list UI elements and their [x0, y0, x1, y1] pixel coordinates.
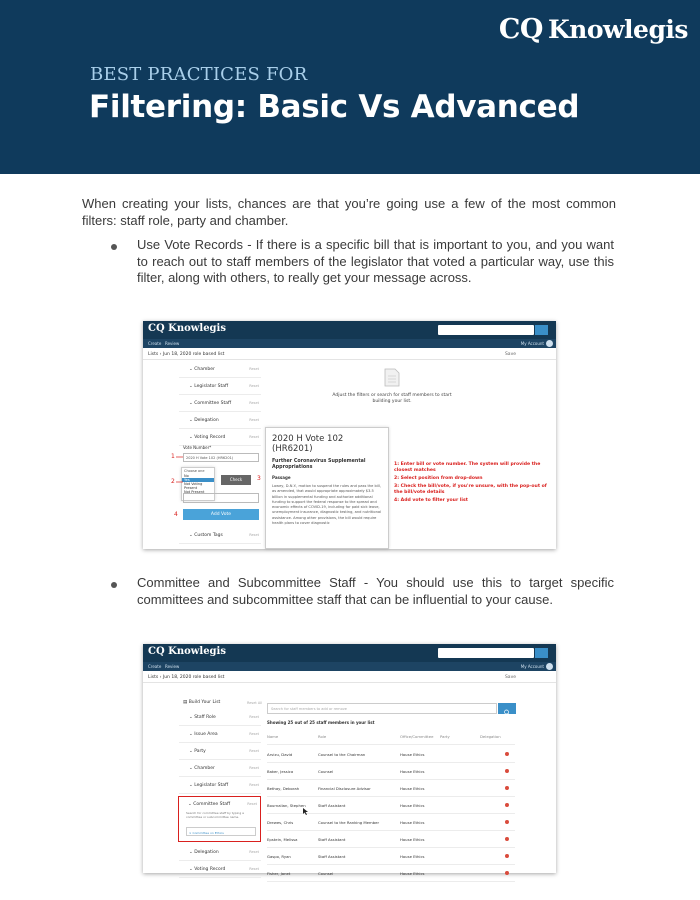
cell-office: House Ethics [400, 820, 425, 825]
step-arrows [176, 455, 184, 485]
filter-sidebar [179, 709, 261, 794]
bullet-dot [111, 244, 117, 250]
cell-role: Counsel to the Chairman [318, 752, 366, 757]
brand-logo [499, 14, 688, 45]
vote-detail-card [265, 427, 389, 549]
remove-icon[interactable] [505, 752, 509, 756]
remove-icon[interactable] [505, 820, 509, 824]
breadcrumb-text: Lists › Jun 18, 2020 role based list [148, 351, 225, 357]
header-banner [0, 0, 700, 174]
nav-review[interactable]: Review [165, 664, 180, 669]
add-vote-button[interactable]: Add Vote [183, 509, 259, 520]
remove-icon[interactable] [505, 786, 509, 790]
instruction-4: 4: Add vote to filter your list [394, 498, 468, 503]
cell-name: Gaspo, Ryan [267, 854, 291, 859]
table-row[interactable] [267, 865, 515, 882]
save-button[interactable]: Save [504, 674, 516, 680]
app-nav [143, 339, 556, 348]
filter-committee-staff[interactable]: ⌄ Committee Staff Reset [179, 395, 261, 412]
table-row[interactable] [267, 746, 515, 763]
column-office[interactable]: Office/Committee [400, 734, 434, 739]
remove-icon[interactable] [505, 871, 509, 875]
avatar-icon[interactable] [546, 663, 553, 670]
filter-delegation[interactable]: ⌄ Delegation Reset [179, 412, 261, 429]
cell-role: Staff Assistant [318, 837, 346, 842]
cell-office: House Ethics [400, 871, 425, 876]
table-header [267, 728, 515, 745]
breadcrumb-text: Lists › Jun 18, 2020 role based list [148, 674, 225, 680]
app-search-input[interactable] [438, 325, 534, 335]
dropdown-option-no[interactable]: No [184, 474, 189, 478]
cell-office: House Ethics [400, 786, 425, 791]
cell-role: Financial Disclosure Advisor [318, 786, 371, 791]
cell-office: House Ethics [400, 803, 425, 808]
my-account-link[interactable]: My Account [520, 341, 544, 346]
eyebrow-heading: BEST PRACTICES FOR [90, 64, 308, 85]
vote-card-passage: Passage [272, 475, 291, 480]
filter-voting-record[interactable]: ⌄ Voting Record Reset [179, 429, 261, 446]
cell-name: Drewes, Chris [267, 820, 294, 825]
nav-create[interactable]: Create [148, 341, 162, 346]
dropdown-option-not-present[interactable]: Not Present [184, 490, 205, 494]
filter-staff-role[interactable]: ⌄ Staff Role Reset [179, 709, 261, 726]
filter-voting-record[interactable]: ⌄ Voting Record Reset [179, 861, 261, 878]
avatar-icon[interactable] [546, 340, 553, 347]
filter-delegation[interactable]: ⌄ Delegation Reset [179, 844, 261, 861]
remove-icon[interactable] [505, 854, 509, 858]
cell-name: Epstein, Melissa [267, 837, 298, 842]
breadcrumb [143, 671, 556, 683]
remove-icon[interactable] [505, 769, 509, 773]
committee-reset[interactable]: Reset [247, 802, 257, 806]
save-button[interactable]: Save [504, 351, 516, 357]
table-row[interactable] [267, 831, 515, 848]
cell-name: Fisher, Janet [267, 871, 291, 876]
filter-sidebar [179, 361, 261, 446]
cell-name: Baker, Jessica [267, 769, 294, 774]
nav-review[interactable]: Review [165, 341, 180, 346]
app-logo: CQ Knowlegis [148, 323, 226, 334]
table-row[interactable] [267, 780, 515, 797]
filter-chamber[interactable]: ⌄ Chamber Reset [179, 760, 261, 777]
column-party[interactable]: Party [440, 734, 450, 739]
bullet-committee-staff: Committee and Subcommittee Staff - You should use this to target specific committees and subcommittee staff that can be influential to your cause. [137, 575, 614, 607]
remove-icon[interactable] [505, 837, 509, 841]
screenshot-committee-staff [143, 644, 556, 876]
dropdown-header: Choose one [184, 469, 205, 473]
vote-number-label: Vote Number* [183, 445, 212, 450]
committee-help-text: Search for committee staff by typing a committee or subcommittee name. [186, 811, 245, 819]
cell-name: Arvizu, David [267, 752, 293, 757]
committee-staff-highlight [178, 796, 261, 842]
filter-custom-tags[interactable]: ⌄ Custom Tags Reset [179, 527, 261, 544]
app-logo: CQ Knowlegis [148, 646, 226, 657]
staff-search-input[interactable]: Search for staff members to add or remove [267, 703, 497, 714]
logo-name: Knowlegis [547, 15, 688, 44]
document-icon [384, 368, 400, 387]
instructions [394, 462, 552, 504]
step-number-1: 1 [171, 453, 175, 460]
app-topbar [143, 321, 556, 339]
cell-office: House Ethics [400, 752, 425, 757]
instruction-2: 2: Select position from drop-down [394, 476, 483, 481]
cell-role: Staff Assistant [318, 854, 346, 859]
instruction-3: 3: Check the bill/vote, if you're unsure, with the pop-out of the bill/vote details [394, 484, 547, 495]
table-row[interactable] [267, 814, 515, 831]
dropdown-option-yes[interactable]: Yes [182, 478, 214, 482]
vote-card-subtitle: Further Coronavirus Supplemental Appropriations [272, 459, 366, 470]
bullet-vote-records: Use Vote Records - If there is a specific bill that is important to you, and you want to reach out to staff members of the legislator that voted a particular way, use this filter, along with others, to really get your message across. [137, 237, 614, 285]
instruction-1: 1: Enter bill or vote number. The system will provide the closest matches [394, 462, 541, 473]
column-name[interactable]: Name [267, 734, 279, 739]
search-icon [498, 707, 516, 718]
cell-role: Counsel to the Ranking Member [318, 820, 380, 825]
vote-card-body: Lowey, D-N.Y., motion to suspend the rules and pass the bill, as amended, that would appropriate approximately $3.5 billion in supplemental funding and authorize additional funding to support the federal response to the spread and economic effects of COVID-19, including for paid sick leave, unemployment insurance, diagnostic testing, and nutritional assistance. Among other provisions, the bill would require health plans to cover diagnostic [272, 484, 382, 526]
intro-paragraph: When creating your lists, chances are that you’re going use a few of the most common filters: staff role, party and chamber. [82, 196, 616, 228]
column-delegation[interactable]: Delegation [480, 734, 501, 739]
remove-icon[interactable] [505, 803, 509, 807]
vote-card-title: 2020 H Vote 102 (HR6201) [272, 434, 344, 454]
app-nav [143, 662, 556, 671]
filter-party[interactable]: ⌄ Party Reset [179, 743, 261, 760]
build-list-heading: ▤ Build Your List [183, 700, 221, 705]
step-number-4: 4 [174, 511, 178, 518]
cell-name: Bournalian, Stephen [267, 803, 306, 808]
app-topbar [143, 644, 556, 662]
table-row[interactable] [267, 848, 515, 865]
dropdown-option-not-voting[interactable]: Not Voting [184, 482, 203, 486]
cell-office: House Ethics [400, 854, 425, 859]
bullet-dot [111, 582, 117, 588]
empty-state-message: Adjust the filters or search for staff members to start building your list. [332, 393, 452, 404]
cell-role: Counsel [318, 871, 334, 876]
vote-number-input[interactable]: 2020 H Vote 102 (HR6201) [183, 453, 259, 462]
my-account-link[interactable]: My Account [520, 664, 544, 669]
cell-office: House Ethics [400, 837, 425, 842]
showing-count: Showing 25 out of 25 staff members in your list [267, 720, 375, 725]
step-number-2: 2 [171, 478, 175, 485]
nav-create[interactable]: Create [148, 664, 162, 669]
reset-all-link[interactable]: Reset All [247, 701, 263, 705]
filter-chamber[interactable]: ⌄ Chamber Reset [179, 361, 261, 378]
app-search-button[interactable] [535, 325, 548, 335]
cell-role: Counsel [318, 769, 334, 774]
cell-office: House Ethics [400, 769, 425, 774]
filter-committee-staff[interactable]: ⌄ Committee Staff [188, 802, 231, 807]
column-role[interactable]: Role [318, 734, 327, 739]
logo-cq: CQ [498, 14, 543, 45]
cell-name: Bethay, Deborah [267, 786, 300, 791]
cursor-icon [303, 808, 309, 816]
dropdown-option-present[interactable]: Present [184, 486, 198, 490]
page-title: Filtering: Basic Vs Advanced [89, 89, 580, 125]
vote-position-field[interactable] [183, 493, 259, 503]
cell-role: Staff Assistant [318, 803, 346, 808]
table-row[interactable] [267, 763, 515, 780]
step-number-3: 3 [257, 475, 261, 482]
app-search-button[interactable] [535, 648, 548, 658]
filter-legislator-staff[interactable]: ⌄ Legislator Staff Reset [179, 378, 261, 395]
check-button[interactable]: Check [221, 475, 251, 485]
screenshot-voting-record [143, 321, 556, 549]
app-search-input[interactable] [438, 648, 534, 658]
filter-issue-area[interactable]: ⌄ Issue Area Reset [179, 726, 261, 743]
staff-search-button[interactable] [498, 703, 516, 714]
breadcrumb [143, 348, 556, 360]
filter-legislator-staff[interactable]: ⌄ Legislator Staff Reset [179, 777, 261, 794]
committee-chip[interactable]: × Committee on Ethics [186, 827, 256, 836]
